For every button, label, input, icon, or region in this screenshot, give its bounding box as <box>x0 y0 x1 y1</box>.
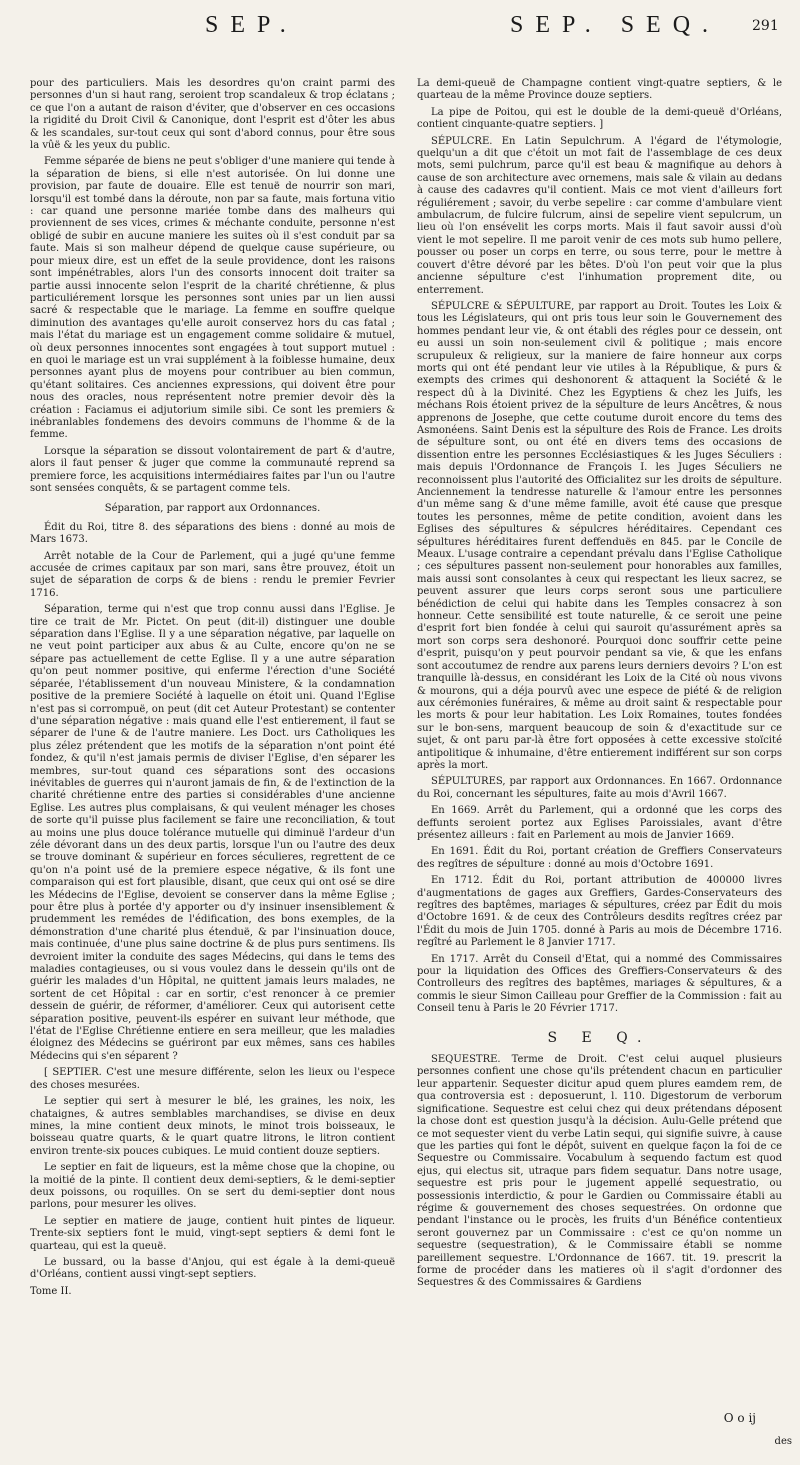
paragraph: Le septier en fait de liqueurs, est la même chose que la chopine, ou la moitié de la pinte. Il contient deux demi-septiers, & le demi-septier deux poissons, ou roquilles. On se sert du demi-septier dont nous parlons, pour mesurer les olives. <box>30 1162 395 1211</box>
paragraph: La pipe de Poitou, qui est le double de la demi-queuë d'Orléans, contient cinquante-quatre septiers. ] <box>417 106 782 131</box>
paragraph: Le septier qui sert à mesurer le blé, les graines, les noix, les chataignes, & autres semblables marchandises, se divise en deux mines, la mine contient deux minots, le minot trois boisseaux, le boisseau quatre quarts, & le quart quatre litrons, le litron contient environ trente-six pouces cubiques. Le muid contient douze septiers. <box>30 1096 395 1157</box>
paragraph: Le bussard, ou la basse d'Anjou, qui est égale à la demi-queuë d'Orléans, contient aussi vingt-sept septiers. <box>30 1256 395 1281</box>
paragraph: En 1691. Édit du Roi, portant création de Greffiers Conservateurs des regîtres de sépulture : donné au mois d'Octobre 1691. <box>417 846 782 870</box>
paragraph: En 1712. Édit du Roi, portant attribution de 400000 livres d'augmentations de gages aux Greffiers, Gardes-Conservateurs des regîtres des baptêmes, mariages & sépultures, créez par Édit du mois d'Octobre 1691. & de ceux des Contrôleurs desdits regîtres créez par l'Édit du mois de Juin 1705. donné à Paris au mois de Décembre 1716. regîtré au Parlement le 8 Janvier 1717. <box>417 875 782 949</box>
header-left: SEP. <box>205 12 298 38</box>
left-column <box>30 78 395 1302</box>
paragraph: En 1669. Arrêt du Parlement, qui a ordonné que les corps des deffunts seroient portez aux Eglises Paroissiales, avant d'être présentez ailleurs : fait en Parlement au mois de Janvier 1669. <box>417 805 782 841</box>
catchword: des <box>774 1436 792 1447</box>
paragraph: Arrêt notable de la Cour de Parlement, qui a jugé qu'une femme accusée de crimes capitaux par son mari, sans être prouvez, étoit un sujet de séparation de corps & de biens : rendu le premier Fevrier 1716. <box>30 550 395 599</box>
paragraph: En 1717. Arrêt du Conseil d'Etat, qui a nommé des Commissaires pour la liquidation des Offices des Greffiers-Conservateurs & des Controlleurs des regîtres des baptêmes, mariages & sépultures, & a commis le sieur Simon Cailleau pour Greffier de la Commission : fait au Conseil tenu à Paris le 20 Février 1717. <box>417 953 782 1015</box>
page-number: 291 <box>752 18 779 34</box>
paragraph: SEQUESTRE. Terme de Droit. C'est celui auquel plusieurs personnes confient une chose qu'ils prétendent chacun en particulier leur appartenir. Sequester dicitur apud quem plures eamdem rem, de qua controversia est : deposuerunt, l. 110. Digestorum de verborum significatione. Sequestre est celui chez qui deux prétendans déposent la chose dont est question jusqu'à la décision. Aulu-Gelle prétend que ce mot sequester vient du verbe Latin sequi, qui signifie suivre, à cause que les parties qui font le dépôt, suivent en quelque façon la foi de ce Sequestre ou Commissaire. Vocabulum à sequendo factum est quod ejus, qui electus sit, utraque pars fidem sequatur. Dans notre usage, sequestre est pris pour le jugement appellé sequestratio, ou possessionis interdictio, & pour le Gardien ou Commissaire établi au régime & gouvernement des choses sequestrées. On ordonne que pendant l'instance ou le procès, les fruits d'un Bénéfice contentieux seront gouvernez par un Commissaire : c'est ce qu'on nomme un sequestre (sequestration), & le Commissaire établi se nomme pareillement sequestre. L'Ordonnance de 1667. tit. 19. prescrit la forme de procéder dans les matieres où il s'agit d'ordonner des Sequestres & des Commissaires & Gardiens <box>417 1054 782 1289</box>
header-center: SEP. SEQ. <box>510 12 721 38</box>
paragraph: Séparation, terme qui n'est que trop connu aussi dans l'Eglise. Je tire ce trait de Mr. Pictet. On peut (dit-il) distinguer une double séparation dans l'Eglise. Il y a une séparation négative, par laquelle on ne veut point participer aux abus & au Culte, encore qu'on ne se sépare pas actuellement de cette Eglise. Il y a une autre séparation qu'on peut nommer positive, qui enferme l'érection d'une Société séparée, l'établissement d'un nouveau Ministere, & la condamnation positive de la premiere Société à laquelle on étoit uni. Quand l'Eglise n'est pas si corrompuë, on peut (dit cet Auteur Protestant) se contenter d'une séparation négative : mais quand elle l'est entierement, il faut se séparer de l'une & de l'autre maniere. Les Doct. urs Catholiques les plus zélez prétendent que les motifs de la séparation n'ont point été fondez, & qu'il n'est jamais permis de diviser l'Eglise, d'en séparer les membres, sur-tout quand ces séparations sont des occasions inévitables de guerres qui n'auront jamais de fin, & de l'extinction de la charité chrétienne entre des parties si considérables d'une ancienne Eglise. Les autres plus complaisans, & qui veulent ménager les choses de sorte qu'il puisse plus facilement se faire une reconciliation, & tout au moins une plus douce tolérance mutuelle qui diminuë l'ardeur d'un zéle dévorant dans un des deux partis, lorsque l'un ou l'autre des deux se trouve dominant & supérieur en forces séculieres, regrettent de ce qu'on n'a point usé de la premiere espece négative, & ils font une comparaison qui est fort plausible, disant, que ceux qui ont osé se dire les Médecins de l'Eglise, devoient se conserver dans la même Eglise ; pour être plus à portée d'y apporter ou d'y insinuer insensiblement & prudemment les remédes de l'édification, des bons exemples, de la démonstration d'une charité plus étenduë, & par l'insinuation douce, mais continuée, d'une plus saine doctrine & de plus purs sentimens. Ils devroient imiter la conduite des sages Médecins, qui dans le tems des maladies contagieuses, ou si vous voulez dans le dessein qu'ils ont de guérir les malades d'un Hôpital, ne quittent jamais leurs malades, ne sortent de cet Hôpital : car en sortir, c'est renoncer à ce premier dessein de guérir, de réformer, d'améliorer. Ceux qui autorisent cette séparation positive, peuvent-ils espérer en suivant leur méthode, que l'état de l'Eglise Chrétienne entiere en sera meilleur, que les maladies éloignez des Médecins se guériront par eux mêmes, sans ces habiles Médecins qui s'en séparent ? <box>30 604 395 1062</box>
right-column <box>417 78 782 1294</box>
paragraph: SÉPULCRE. En Latin Sepulchrum. A l'égard de l'étymologie, quelqu'un a dit que c'étoit un mot fait de l'assemblage de ces deux mots, semi pulchrum, parce qu'il est beau & magnifique au dehors à cause de son architecture avec ornemens, mais sale & vilain au dedans à cause des cadavres qu'il contient. Mais ce mot vient d'ailleurs fort réguliérement ; savoir, du verbe sepelire : car comme d'ambulare vient ambulacrum, de fulcire fulcrum, ainsi de sepelire vient sepulcrum, un lieu où l'on ensévelit les corps morts. Mais il faut savoir aussi d'où vient le mot sepelire. Il me paroit venir de ces mots sub humo pellere, pousser ou poser un corps en terre, ou sous terre, pour le mettre à couvert d'être dévoré par les bêtes. D'où l'on peut voir que la plus ancienne sépulture c'est l'inhumation proprement dite, ou enterrement. <box>417 135 782 296</box>
volume-footer: Tome II. <box>30 1285 72 1297</box>
paragraph: SÉPULTURES, par rapport aux Ordonnances. En 1667. Ordonnance du Roi, concernant les sépultures, faite au mois d'Avril 1667. <box>417 776 782 800</box>
paragraph: Le septier en matiere de jauge, contient huit pintes de liqueur. Trente-six septiers font le muid, vingt-sept septiers & demi font le quarteau, qui est la queuë. <box>30 1215 395 1252</box>
paragraph: Femme séparée de biens ne peut s'obliger d'une maniere qui tende à la séparation de biens, si elle n'est autorisée. On lui donne une provision, par faute de douaire. Elle est tenuë de nourrir son mari, lorsqu'il est tombé dans la déroute, non par sa faute, mais fortuna vitio : car quand une personne mariée tombe dans des malheurs qui proviennent de ses vices, crimes & méchante conduite, personne n'est obligé de subir en aucune maniere les suites où il s'est conduit par sa faute. Mais si son malheur dépend de quelque cause supérieure, ou pour mieux dire, est un effet de la seule providence, dont les raisons sont impénétrables, alors l'un des consorts innocent doit traiter sa partie aussi innocente selon l'esprit de la charité chrétienne, & plus particuliérement lorsque les personnes sont unies par un lien aussi sacré & respectable que le mariage. La femme en souffre quelque diminution des avantages qu'elle auroit conservez hors du cas fatal ; mais l'état du mariage est un engagement comme solidaire & mutuel, où deux personnes innocentes sont engagées à tout support mutuel : en quoi le mariage est un vrai supplément à la foiblesse humaine, deux personnes ayant plus de moyens pour contribuer au bien commun, qu'étant solitaires. Ces anciennes expressions, qui doivent être pour nous des oracles, nous représentent notre premier devoir dès la création : Faciamus ei adjutorium simile sibi. Ce sont les premiers & inébranlables fondemens des devoirs communs de l'homme & de la femme. <box>30 156 395 441</box>
paragraph: pour des particuliers. Mais les desordres qu'on craint parmi des personnes d'un si haut rang, seroient trop scandaleux & trop éclatans ; ce que l'on a autant de raison d'éviter, que d'observer en ces occasions la rigidité du Droit Civil & Canonique, dont l'esprit est d'ôter les abus & les scandales, sur-tout ceux qui sont d'abord connus, pour être sous la vûë & les yeux du public. <box>30 78 395 152</box>
subsection-title: Séparation, par rapport aux Ordonnances. <box>104 503 321 515</box>
paragraph: [ SEPTIER. C'est une mesure différente, selon les lieux ou l'espece des choses mesurées. <box>30 1067 395 1091</box>
signature-mark: O o ij <box>723 1411 756 1425</box>
section-title: S E Q. <box>547 1029 652 1046</box>
paragraph: Édit du Roi, titre 8. des séparations des biens : donné au mois de Mars 1673. <box>30 521 395 546</box>
paragraph: Lorsque la séparation se dissout volontairement de part & d'autre, alors il faut penser & juger que comme la communauté reprend sa premiere force, les acquisitions intermédiaires faites par l'un ou l'autre sont sensées conquêts, & se partagent comme tels. <box>30 445 395 494</box>
paragraph: La demi-queuë de Champagne contient vingt-quatre septiers, & le quarteau de la même Province douze septiers. <box>417 78 782 102</box>
paragraph: SÉPULCRE & SÉPULTURE, par rapport au Droit. Toutes les Loix & tous les Législateurs, qui ont pris tous leur soin le Gouvernement des hommes pendant leur vie, & ont établi des régles pour ce dessein, ont eu aussi un soin non-seulement civil & politique ; mais encore scrupuleux & religieux, sur la maniere de faire honneur aux corps morts qui ont été pendant leur vie utiles à la République, & purs & exempts des crimes qui deshonorent & attaquent la Société & le respect dû à la Divinité. Chez les Egyptiens & chez les Juifs, les méchans Rois étoient privez de la sépulture de leurs Ancêtres, & nous apprenons de Josephe, que cette coutume duroit encore du tems des Asmonéens. Saint Denis est la sépulture des Rois de France. Les droits de sépulture sont, ou ont été en divers tems des occasions de dissention entre les personnes Ecclésiastiques & les Juges Séculiers : mais depuis l'Ordonnance de François I. les Juges Séculiers ne reconnoissent plus l'autorité des Officialitez sur les droits de sépulture. Anciennement la tendresse naturelle & l'amour entre les personnes d'un même sang & d'une même famille, avoit été cause que presque toutes les personnes, même de petite condition, avoient dans les Eglises des sépultures & sépulcres héréditaires. Cependant ces sépultures héréditaires furent deffenduës en 845. par le Concile de Meaux. L'usage contraire a cependant prévalu dans l'Eglise Catholique ; ces sépultures passent non-seulement pour honorables aux familles, mais aussi sont consolantes à ceux qui respectant les lieux sacrez, se peuvent assurer que leurs corps seront sous une particuliere bénédiction de celui qui habite dans les Temples consacrez à son honneur. Cette sensibilité est toute naturelle, & ce seroit une peine d'esprit fort bien fondée à celui qui sauroit qu'assurément après sa mort son corps sera deshonoré. Pourquoi donc souffrir cette peine d'esprit, puisqu'on y peut pourvoir pendant sa vie, & que les enfans sont accoutumez de rendre aux parens leurs derniers devoirs ? L'on est tranquille là-dessus, en considérant les Loix de la Cité où nous vivons & mourons, qui a déja pourvû avec une espece de piété & de religion aux cérémonies funéraires, & même au droit saint & respectable pour les morts & pour leur habitation. Les Loix Romaines, toutes fondées sur le bon-sens, marquent beaucoup de soin & d'exactitude sur ce sujet, & ont paru par-là être fort opposées à cette excessive stoïcité antipolitique & inhumaine, d'être entierement indifférent sur son corps après la mort. <box>417 300 782 771</box>
